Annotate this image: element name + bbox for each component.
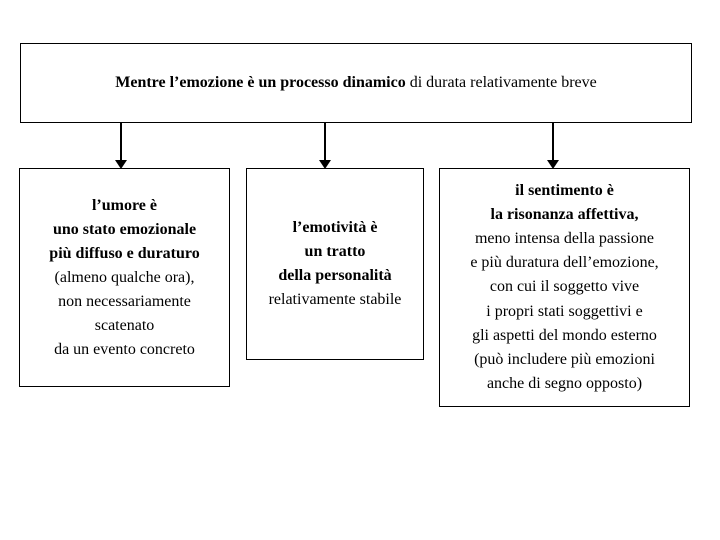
sentimento-line: con cui il soggetto vive: [489, 278, 640, 296]
top-statement: [115, 74, 597, 92]
sentimento-line: meno intensa della passione: [474, 229, 655, 247]
umore-line: scatenato: [94, 316, 155, 334]
sentimento-line: e più duratura dell’emozione,: [470, 254, 659, 272]
sentimento-line: la risonanza affettiva,: [490, 205, 639, 223]
umore-line: (almeno qualche ora),: [54, 268, 195, 286]
emotivita-line: della personalità: [278, 267, 392, 284]
umore-line: da un evento concreto: [54, 340, 195, 358]
umore-line: l’umore è: [91, 196, 157, 214]
umore-line: più diffuso e duraturo: [49, 244, 200, 262]
sentimento-line: il sentimento è: [515, 181, 614, 199]
sentimento-line: i propri stati soggettivi e: [486, 302, 643, 320]
emotivita-line: relativamente stabile: [268, 291, 402, 308]
sentimento-box: [439, 168, 690, 407]
umore-box: [19, 168, 230, 387]
top-statement-bold: Mentre l’emozione è un processo dinamico: [115, 74, 406, 91]
umore-line: non necessariamente: [58, 292, 191, 310]
top-statement-box: [20, 43, 692, 123]
emotivita-line: l’emotività è: [292, 219, 378, 236]
top-statement-rest: di durata relativamente breve: [405, 74, 597, 91]
umore-line: uno stato emozionale: [52, 220, 197, 238]
sentimento-line: gli aspetti del mondo esterno: [472, 326, 657, 344]
emotivita-box: [246, 168, 424, 360]
sentimento-line: anche di segno opposto): [486, 375, 643, 393]
emotivita-line: un tratto: [304, 243, 366, 260]
sentimento-line: (può includere più emozioni: [474, 351, 655, 368]
